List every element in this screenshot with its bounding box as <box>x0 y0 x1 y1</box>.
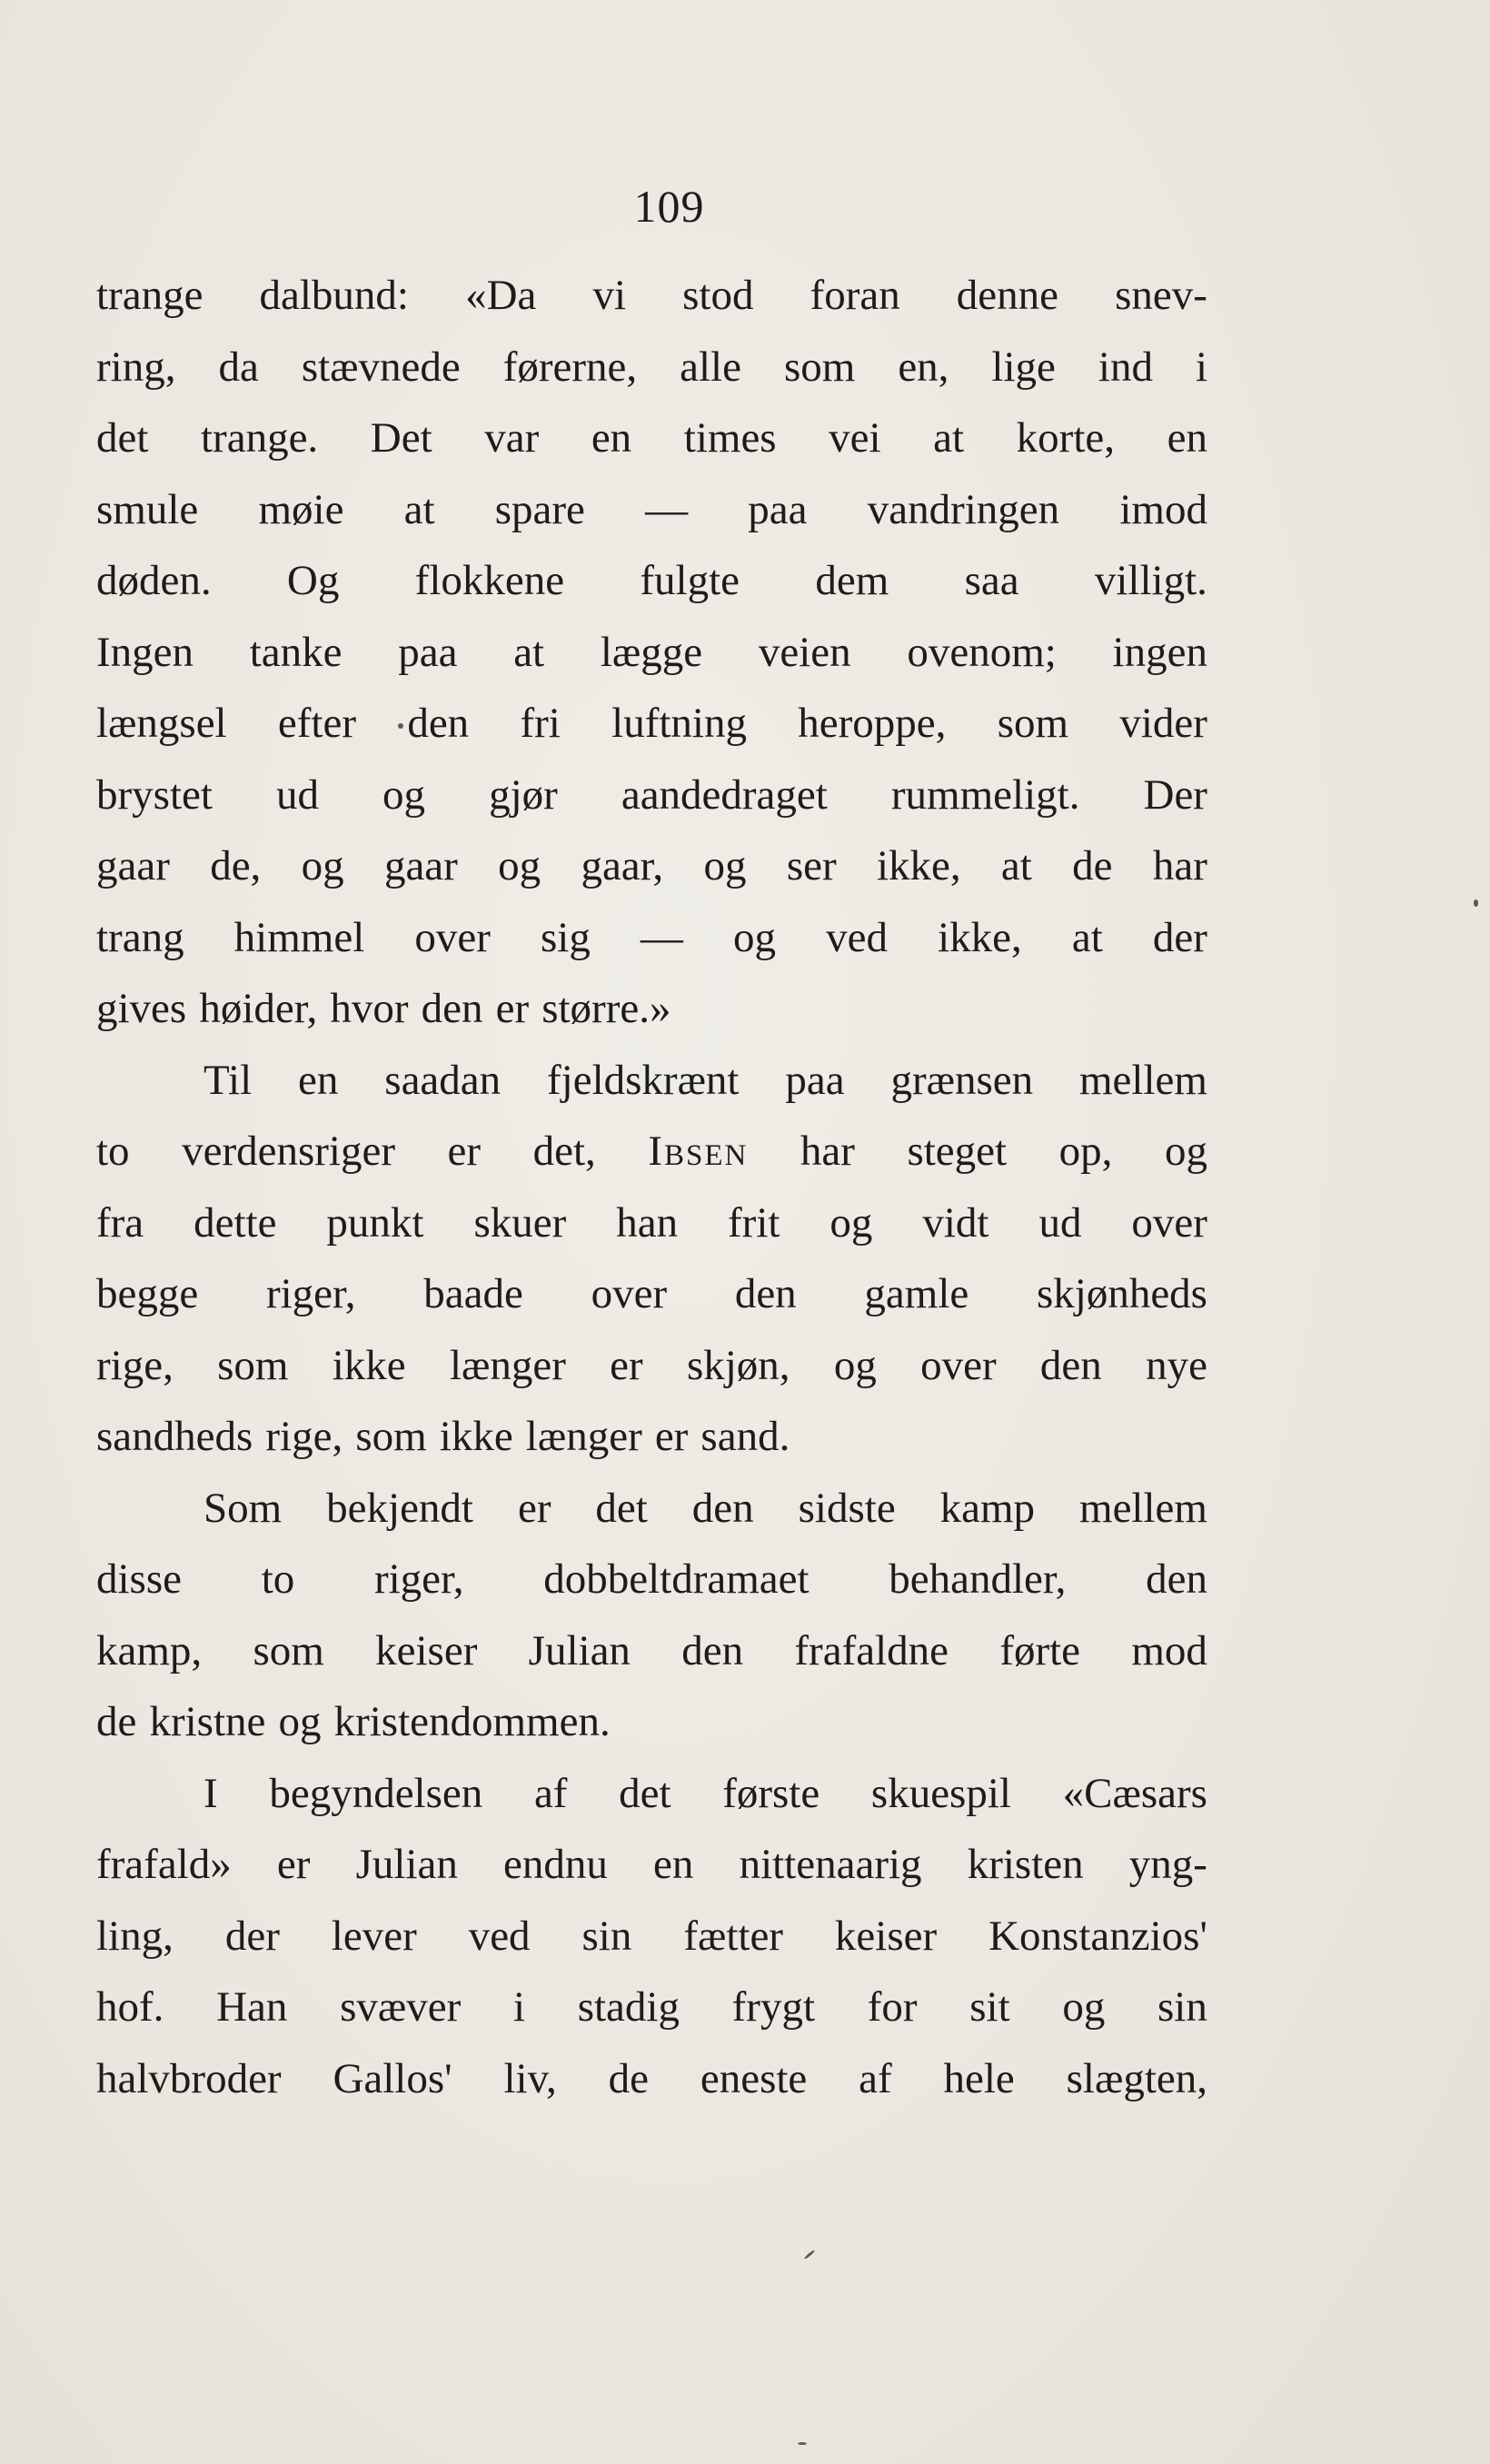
word: ovenom; <box>907 628 1057 676</box>
word: og <box>498 842 541 889</box>
word: at <box>513 628 545 676</box>
word: frygt <box>731 1983 816 2031</box>
word: «Da <box>465 272 537 319</box>
word: i <box>512 1983 525 2031</box>
text-line <box>96 902 1207 974</box>
word: heroppe, <box>798 700 947 747</box>
word: gjør <box>489 770 558 819</box>
word: det <box>96 414 149 462</box>
word: at <box>1071 913 1103 961</box>
word: denne <box>956 272 1059 319</box>
word: paa <box>785 1056 845 1104</box>
word: nye <box>1146 1341 1207 1389</box>
text-line <box>96 1758 1207 1830</box>
word: og <box>733 913 777 961</box>
word: sandheds <box>96 1413 253 1460</box>
text-line <box>96 2043 1207 2115</box>
word: rummeligt. <box>890 770 1080 819</box>
word: dobbeltdramaet <box>543 1555 810 1603</box>
word: den <box>734 1270 797 1317</box>
word: riger, <box>373 1555 464 1603</box>
word: sit <box>969 1983 1010 2031</box>
word: spare <box>494 485 585 533</box>
word: grænsen <box>890 1056 1034 1104</box>
word: af <box>859 2054 892 2102</box>
word: begyndelsen <box>269 1769 483 1817</box>
word: luftning <box>611 700 747 747</box>
word: er <box>447 1128 482 1175</box>
word: og <box>278 1698 322 1745</box>
word: Ibsen <box>648 1128 749 1175</box>
word: gaar, <box>581 842 664 889</box>
word: førte <box>999 1626 1081 1674</box>
word: som <box>217 1341 289 1389</box>
text-line <box>96 1473 1207 1545</box>
word: vidt <box>922 1198 989 1247</box>
word: en <box>591 414 632 462</box>
word: ring, <box>96 343 176 391</box>
word: vei <box>829 414 881 462</box>
word: over <box>591 1270 668 1317</box>
word: Der <box>1143 770 1207 819</box>
word: det <box>619 1769 671 1817</box>
word: Gallos' <box>333 2054 452 2102</box>
text-line <box>96 474 1207 546</box>
word: keiser <box>375 1626 478 1674</box>
word: frafald» <box>96 1841 232 1888</box>
word: at <box>933 414 965 462</box>
word: kristne <box>149 1698 266 1745</box>
word: ikke, <box>938 913 1022 961</box>
word: foran <box>810 272 900 319</box>
word: sin <box>1157 1983 1207 2031</box>
word: gamle <box>864 1270 969 1317</box>
word: der <box>1152 913 1207 961</box>
word: to <box>261 1555 295 1603</box>
word: svæver <box>340 1983 462 2031</box>
text-line <box>96 1116 1207 1187</box>
text-line <box>96 1330 1207 1402</box>
word: kristen <box>967 1841 1084 1888</box>
word: vi <box>592 272 627 319</box>
word: himmel <box>233 913 365 961</box>
word: Og <box>286 557 340 604</box>
word: ved <box>826 913 888 961</box>
word: og <box>301 842 344 889</box>
word: sin <box>581 1912 632 1960</box>
word: som <box>355 1413 427 1460</box>
word: slægten, <box>1066 2054 1207 2102</box>
word: verdensriger <box>182 1128 395 1175</box>
text-line <box>96 1544 1207 1615</box>
word: sig <box>540 913 591 961</box>
word: stadig <box>577 1983 680 2031</box>
word: halvbroder <box>96 2054 282 2102</box>
word: høider, <box>199 985 318 1032</box>
word: en <box>653 1841 694 1888</box>
word: skjøn, <box>686 1341 790 1389</box>
word: mellem <box>1078 1056 1207 1104</box>
word: er <box>610 1341 643 1389</box>
word: paa <box>398 628 458 676</box>
text-line <box>96 1258 1207 1330</box>
word: times <box>683 414 777 462</box>
word: Julian <box>355 1841 458 1888</box>
word: ingen <box>1112 628 1207 676</box>
word: trange. <box>201 414 319 462</box>
word: den <box>1039 1341 1102 1389</box>
word: to <box>96 1128 130 1175</box>
word: han <box>616 1198 679 1247</box>
word: har <box>1152 842 1207 889</box>
paper-speck <box>398 723 403 729</box>
word: sand. <box>700 1413 790 1460</box>
word: saa <box>964 557 1019 604</box>
word: Ingen <box>96 628 194 676</box>
word: villigt. <box>1094 557 1207 604</box>
text-line <box>96 260 1207 332</box>
word: en <box>298 1056 339 1104</box>
text-line <box>96 1829 1207 1901</box>
word: og <box>829 1198 873 1247</box>
word: der <box>224 1912 280 1960</box>
word: rige, <box>265 1413 343 1460</box>
text-block <box>96 260 1207 2114</box>
word: og <box>1062 1983 1106 2031</box>
word: vider <box>1119 700 1207 747</box>
text-line <box>96 760 1207 831</box>
word: rige, <box>96 1341 174 1389</box>
text-line <box>96 545 1207 617</box>
word: og <box>703 842 747 889</box>
word: frit <box>728 1198 780 1247</box>
word: døden. <box>96 557 212 604</box>
text-line <box>96 402 1207 474</box>
word: er <box>276 1841 311 1888</box>
word: en, <box>898 343 949 391</box>
word: ved <box>468 1912 531 1960</box>
text-line <box>96 617 1207 689</box>
word: længsel <box>96 700 227 747</box>
word: I <box>204 1769 218 1817</box>
word: aandedraget <box>621 770 828 819</box>
word: stod <box>682 272 754 319</box>
word: er <box>517 1484 551 1532</box>
word: ikke, <box>876 842 961 889</box>
word: fulgte <box>640 557 740 604</box>
word: mellem <box>1079 1484 1207 1532</box>
word: er <box>654 1413 689 1460</box>
word: at <box>403 485 435 533</box>
word: som <box>997 700 1069 747</box>
word: større.» <box>541 985 671 1032</box>
word: sidste <box>798 1484 896 1532</box>
word: de <box>96 1698 137 1745</box>
word: gives <box>96 985 187 1032</box>
word: den <box>681 1626 744 1674</box>
word: nittenaarig <box>739 1841 922 1888</box>
word: var <box>484 414 540 462</box>
word: paa <box>748 485 808 533</box>
word: fra <box>96 1198 144 1247</box>
word: som <box>253 1626 324 1674</box>
word: de, <box>210 842 262 889</box>
word: stævnede <box>301 343 461 391</box>
word: den <box>421 985 483 1032</box>
word: Han <box>216 1983 288 2031</box>
word: det, <box>532 1128 596 1175</box>
word: riger, <box>265 1270 356 1317</box>
word: liv, <box>503 2054 557 2102</box>
text-line <box>96 1686 1207 1758</box>
word: over <box>920 1341 997 1389</box>
text-line <box>96 688 1207 760</box>
word: gaar <box>96 842 170 889</box>
word: flokkene <box>414 557 565 604</box>
word: Som <box>204 1484 283 1532</box>
word: som <box>783 343 856 391</box>
word: Det <box>370 414 432 462</box>
text-line <box>96 1045 1207 1117</box>
word: dalbund: <box>259 272 409 319</box>
word: begge <box>96 1270 199 1317</box>
word: de <box>608 2054 650 2102</box>
word: vandringen <box>867 485 1060 533</box>
word: — <box>645 485 689 533</box>
word: af <box>533 1769 568 1817</box>
word: tanke <box>249 628 343 676</box>
word: bekjendt <box>326 1484 473 1532</box>
text-line <box>96 1615 1207 1687</box>
word: i <box>1195 343 1207 391</box>
word: mod <box>1131 1626 1207 1674</box>
word: og <box>833 1341 877 1389</box>
word: fjeldskrænt <box>547 1056 740 1104</box>
word: en <box>1167 414 1207 462</box>
word: Til <box>204 1056 253 1104</box>
word: hele <box>943 2054 1015 2102</box>
word: skuespil <box>870 1769 1011 1817</box>
word: brystet <box>96 770 213 819</box>
page-number: 109 <box>633 181 705 232</box>
word: det <box>595 1484 648 1532</box>
word: og <box>382 770 426 819</box>
word: gaar <box>383 842 458 889</box>
word: hvor <box>330 985 409 1032</box>
word: — <box>640 913 683 961</box>
word: dette <box>194 1198 277 1247</box>
text-line <box>96 332 1207 403</box>
word: over <box>1131 1198 1207 1247</box>
word: baade <box>423 1270 523 1317</box>
word: ling, <box>96 1912 174 1960</box>
word: kamp <box>939 1484 1036 1532</box>
word: punkt <box>326 1198 424 1247</box>
word: eneste <box>700 2054 808 2102</box>
word: ind <box>1098 343 1153 391</box>
word: trange <box>96 272 204 319</box>
text-line <box>96 1972 1207 2043</box>
word: fætter <box>683 1912 783 1960</box>
word: snev- <box>1115 272 1207 319</box>
paper-speck <box>804 2250 816 2260</box>
word: de <box>1072 842 1113 889</box>
word: Julian <box>528 1626 631 1674</box>
word: korte, <box>1016 414 1115 462</box>
word: har <box>800 1128 855 1175</box>
word: kamp, <box>96 1626 203 1674</box>
word: ikke <box>439 1413 513 1460</box>
word: ikke <box>332 1341 406 1389</box>
word: saadan <box>384 1056 502 1104</box>
word: ud <box>275 770 319 819</box>
word: den <box>691 1484 754 1532</box>
word: og <box>1164 1128 1207 1175</box>
word: disse <box>96 1555 182 1603</box>
word: endnu <box>503 1841 608 1888</box>
word: frafaldne <box>794 1626 949 1674</box>
text-line <box>96 1401 1207 1473</box>
word: dem <box>815 557 889 604</box>
word: ud <box>1038 1198 1082 1247</box>
word: længer <box>449 1341 566 1389</box>
word: er <box>495 985 530 1032</box>
word: kristendommen. <box>333 1698 611 1745</box>
word: op, <box>1058 1128 1113 1175</box>
word: den <box>407 700 470 747</box>
word: yng- <box>1128 1841 1207 1888</box>
word: lige <box>991 343 1056 391</box>
text-line <box>96 830 1207 902</box>
word: skuer <box>473 1198 567 1247</box>
word: over <box>414 913 491 961</box>
word: førerne, <box>502 343 638 391</box>
word: da <box>218 343 259 391</box>
paper-speck <box>798 2442 807 2445</box>
word: efter <box>277 700 357 747</box>
text-line <box>96 973 1207 1045</box>
word: lægge <box>600 628 703 676</box>
word: trang <box>96 913 184 961</box>
word: behandler, <box>889 1555 1067 1603</box>
text-line <box>96 1187 1207 1259</box>
word: lever <box>331 1912 417 1960</box>
text-line <box>96 1901 1207 1972</box>
word: møie <box>258 485 344 533</box>
word: ser <box>786 842 837 889</box>
word: at <box>1000 842 1032 889</box>
word: imod <box>1119 485 1207 533</box>
word: smule <box>96 485 199 533</box>
word: steget <box>907 1128 1008 1175</box>
word: Konstanzios' <box>988 1912 1207 1960</box>
word: den <box>1146 1555 1207 1603</box>
word: keiser <box>834 1912 938 1960</box>
word: veien <box>758 628 851 676</box>
word: skjønheds <box>1036 1270 1207 1317</box>
word: alle <box>680 343 741 391</box>
word: fri <box>520 700 561 747</box>
paper-speck <box>1474 899 1478 907</box>
word: for <box>867 1983 918 2031</box>
word: længer <box>525 1413 642 1460</box>
word: første <box>722 1769 820 1817</box>
word: hof. <box>96 1983 164 2031</box>
word: «Cæsars <box>1062 1769 1207 1817</box>
